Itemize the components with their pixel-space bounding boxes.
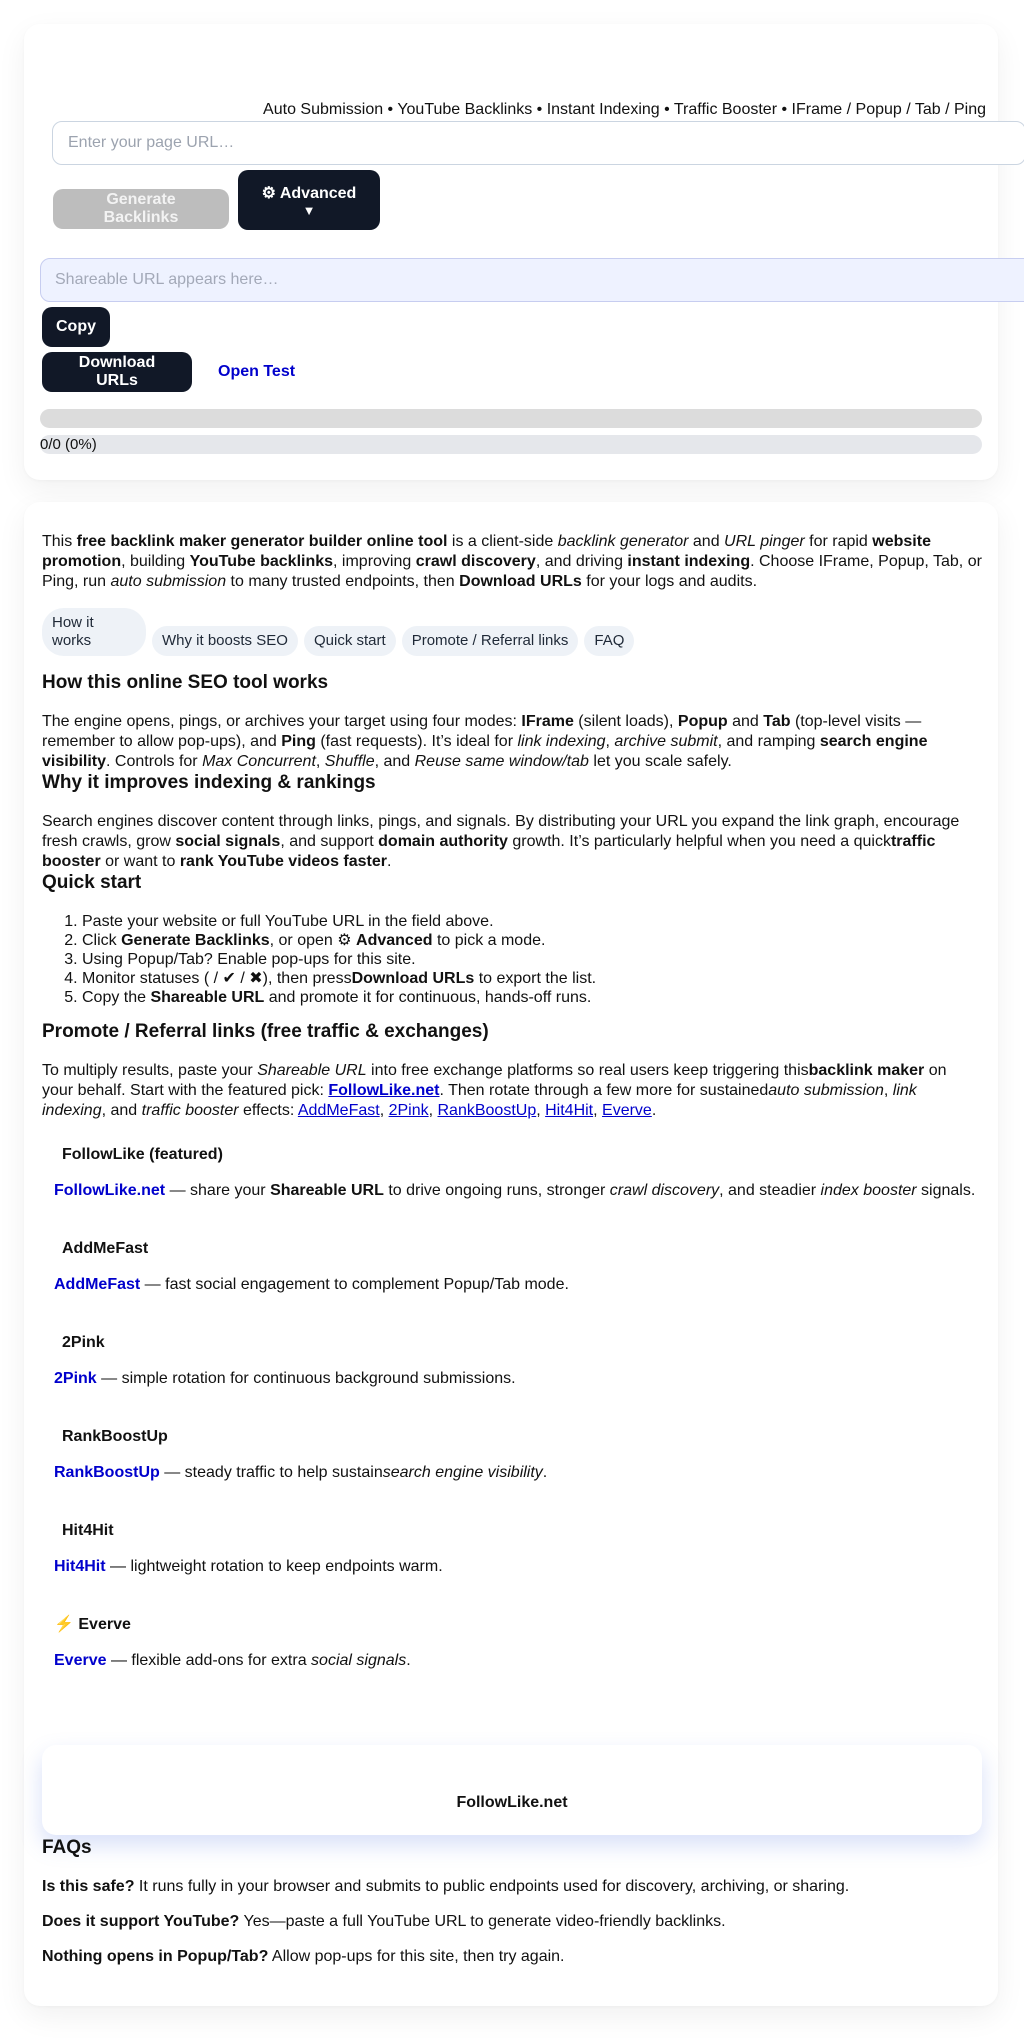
quick-start-heading: Quick start bbox=[42, 872, 142, 893]
partner-description: RankBoostUp — steady traffic to help sustainsearch engine visibility. bbox=[54, 1464, 548, 1481]
faq-heading: FAQs bbox=[42, 1837, 92, 1858]
download-urls-button[interactable]: Download URLs bbox=[42, 352, 192, 392]
inline-link-addmefast[interactable]: AddMeFast bbox=[297, 1102, 380, 1119]
partner-description: 2Pink — simple rotation for continuous background submissions. bbox=[54, 1370, 516, 1387]
partner-everve bbox=[42, 1615, 982, 1671]
partner-heading: Hit4Hit bbox=[62, 1522, 114, 1539]
partner-link-addmefast[interactable]: AddMeFast bbox=[54, 1276, 141, 1293]
progress-text: 0/0 (0%) bbox=[40, 436, 97, 453]
chevron-down-icon: ▼ bbox=[302, 202, 316, 218]
partner-heading: RankBoostUp bbox=[62, 1428, 168, 1445]
nav-pill-how-it-works[interactable]: How it works bbox=[42, 608, 146, 656]
partner-followlike bbox=[42, 1145, 982, 1201]
partner-link-everve[interactable]: Everve bbox=[54, 1652, 107, 1669]
progress-status-bar bbox=[40, 435, 982, 454]
how-heading: How this online SEO tool works bbox=[42, 672, 329, 693]
open-test-link[interactable]: Open Test bbox=[218, 363, 296, 380]
inline-link-hit4hit[interactable]: Hit4Hit bbox=[545, 1102, 594, 1119]
faq-answer: It runs fully in your browser and submits to public endpoints used for discovery, archiving, or sharing. bbox=[134, 1878, 850, 1895]
faq-question: Does it support YouTube? bbox=[42, 1913, 240, 1930]
featured-banner-followlike[interactable]: FollowLike.net bbox=[42, 1745, 982, 1835]
faq-question: Is this safe? bbox=[42, 1878, 135, 1895]
faq-item bbox=[42, 1912, 982, 1931]
faq-answer: Yes—paste a full YouTube URL to generate video-friendly backlinks. bbox=[239, 1913, 726, 1930]
why-paragraph: Search engines discover content through links, pings, and signals. By distributing your URL you expand the link graph, encourage fresh crawls, grow social signals, and support domain authority growth. It’s particularly helpful when you need a quicktraffic booster or want to rank YouTube videos faster. bbox=[42, 813, 960, 870]
advanced-label: ⚙ Advanced bbox=[261, 184, 357, 202]
promote-paragraph: To multiply results, paste your Shareable URL into free exchange platforms so real users keep triggering thisbacklink maker on your behalf. Start with the featured pick: FollowLike.net. Then rotate through a few more for sustainedauto submission, link indexing, and traffic booster effects: AddMeFast, 2Pink, RankBoostUp, Hit4Hit, Everve. bbox=[42, 1062, 947, 1119]
list-item: 4. Monitor statuses ( / ✔ / ✖), then pressDownload URLs to export the list. bbox=[82, 969, 982, 988]
promote-heading: Promote / Referral links (free traffic & exchanges) bbox=[42, 1021, 489, 1042]
intro-paragraph: This free backlink maker generator builder online tool is a client-side backlink generator and URL pinger for rapid website promotion, building YouTube backlinks, improving crawl discovery, and driving instant indexing. Choose IFrame, Popup, Tab, or Ping, run auto submission to many trusted endpoints, then Download URLs for your logs and audits. bbox=[42, 533, 982, 590]
partner-addmefast bbox=[42, 1239, 982, 1295]
nav-pill-faq[interactable]: FAQ bbox=[584, 626, 634, 656]
partner-rankboostup bbox=[42, 1427, 982, 1483]
shareable-url-field[interactable] bbox=[40, 258, 1024, 302]
partner-link-hit4hit[interactable]: Hit4Hit bbox=[54, 1558, 106, 1575]
page-url-input[interactable] bbox=[52, 121, 1024, 165]
list-item: 5. Copy the Shareable URL and promote it for continuous, hands-off runs. bbox=[82, 988, 982, 1007]
partner-description: Everve — flexible add-ons for extra social signals. bbox=[54, 1652, 411, 1669]
content-card bbox=[24, 502, 998, 2006]
nav-pill-why-seo[interactable]: Why it boosts SEO bbox=[152, 626, 298, 656]
section-nav bbox=[42, 608, 982, 656]
faq-question: Nothing opens in Popup/Tab? bbox=[42, 1948, 269, 1965]
partner-link-rankboostup[interactable]: RankBoostUp bbox=[54, 1464, 160, 1481]
partner-description: Hit4Hit — lightweight rotation to keep endpoints warm. bbox=[54, 1558, 443, 1575]
tagline: Auto Submission • YouTube Backlinks • Instant Indexing • Traffic Booster • IFrame / Popup / Tab / Ping bbox=[263, 101, 986, 118]
list-item: 2. Click Generate Backlinks, or open ⚙ Advanced to pick a mode. bbox=[82, 931, 982, 950]
why-heading: Why it improves indexing & rankings bbox=[42, 772, 376, 793]
list-item: 1. Paste your website or full YouTube URL in the field above. bbox=[82, 912, 982, 931]
how-paragraph: The engine opens, pings, or archives your target using four modes: IFrame (silent loads), Popup and Tab (top-level visits — remember to allow pop-ups), and Ping (fast requests). It’s ideal for link indexing, archive submit, and ramping search engine visibility. Controls for Max Concurrent, Shuffle, and Reuse same window/tab let you scale safely. bbox=[42, 713, 928, 770]
partner-heading: ⚡ Everve bbox=[54, 1616, 131, 1633]
partner-2pink bbox=[42, 1333, 982, 1389]
faq-item bbox=[42, 1877, 982, 1896]
nav-pill-promote[interactable]: Promote / Referral links bbox=[402, 626, 579, 656]
partner-heading: AddMeFast bbox=[62, 1240, 149, 1257]
partner-hit4hit bbox=[42, 1521, 982, 1577]
advanced-button[interactable] bbox=[238, 170, 380, 230]
nav-pill-quick-start[interactable]: Quick start bbox=[304, 626, 396, 656]
partner-heading: 2Pink bbox=[62, 1334, 105, 1351]
list-item: 3. Using Popup/Tab? Enable pop-ups for this site. bbox=[82, 950, 982, 969]
inline-link-everve[interactable]: Everve bbox=[602, 1102, 652, 1119]
copy-button[interactable]: Copy bbox=[42, 307, 110, 347]
tool-card bbox=[24, 24, 998, 480]
inline-link-rankboostup[interactable]: RankBoostUp bbox=[437, 1102, 537, 1119]
featured-link-followlike[interactable]: FollowLike.net bbox=[328, 1082, 440, 1099]
generate-backlinks-button[interactable]: Generate Backlinks bbox=[53, 189, 229, 229]
partner-link-2pink[interactable]: 2Pink bbox=[54, 1370, 97, 1387]
lightning-icon: ⚡ bbox=[54, 1616, 74, 1633]
partner-link-followlike[interactable]: FollowLike.net bbox=[54, 1182, 166, 1199]
inline-link-2pink[interactable]: 2Pink bbox=[388, 1102, 429, 1119]
faq-answer: Allow pop-ups for this site, then try again. bbox=[268, 1948, 565, 1965]
partner-description: AddMeFast — fast social engagement to complement Popup/Tab mode. bbox=[54, 1276, 569, 1293]
partner-description: FollowLike.net — share your Shareable URL to drive ongoing runs, stronger crawl discovery, and steadier index booster signals. bbox=[54, 1182, 976, 1199]
progress-bar bbox=[40, 409, 982, 428]
faq-item bbox=[42, 1947, 982, 1966]
faq-section bbox=[42, 1837, 982, 1982]
partner-heading: FollowLike (featured) bbox=[62, 1146, 223, 1163]
quick-start-list bbox=[42, 912, 982, 1007]
